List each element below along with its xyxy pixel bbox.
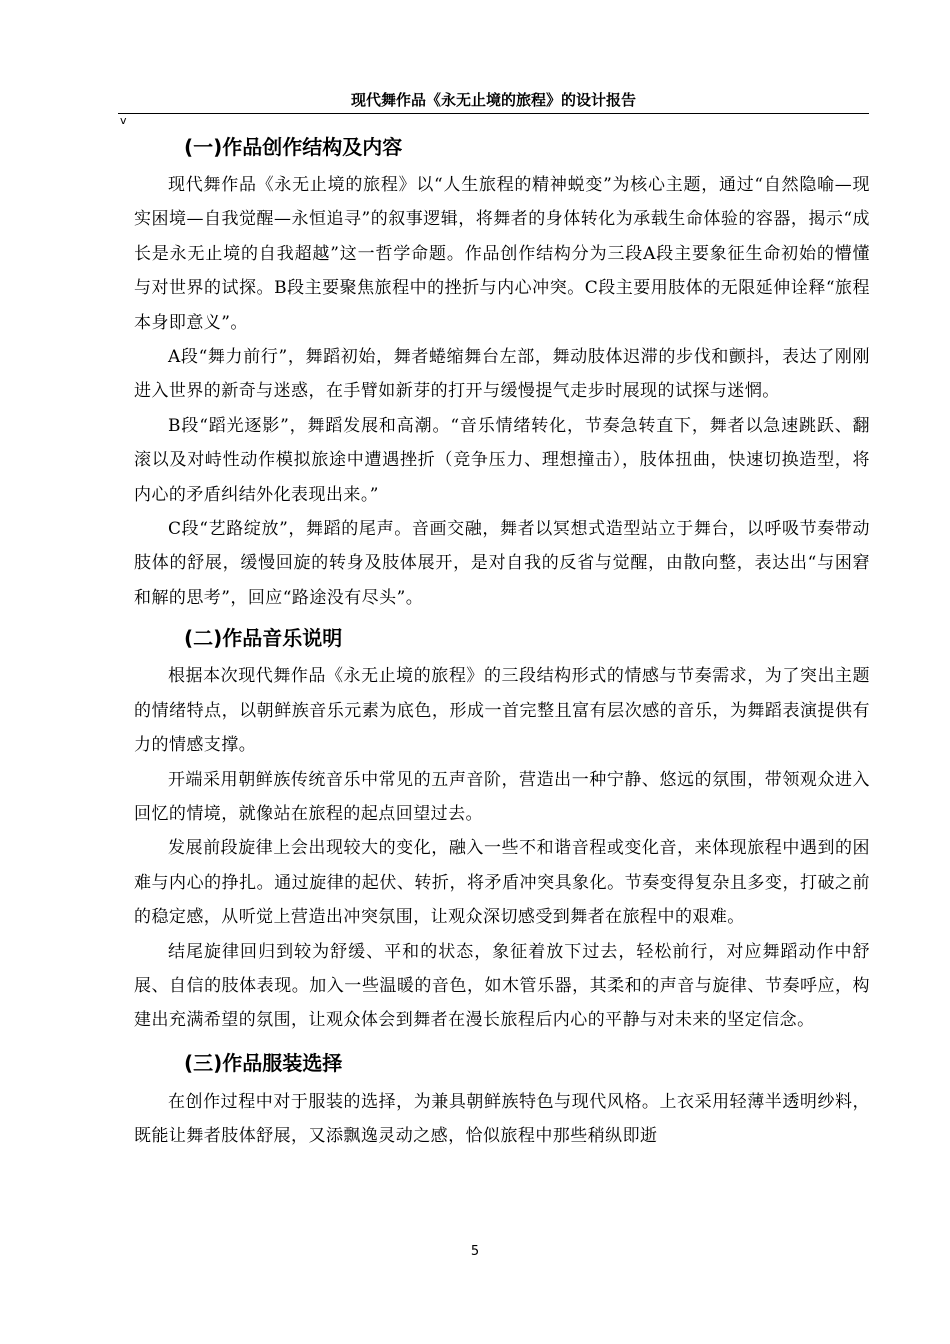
- page-header-title: 现代舞作品《永无止境的旅程》的设计报告: [350, 91, 636, 109]
- section-heading-music: (二)作品音乐说明: [184, 626, 343, 651]
- page-number: 5: [470, 1244, 480, 1259]
- paragraph: B段“蹈光逐影”，舞蹈发展和高潮。“音乐情绪转化，节奏急转直下，舞者以急速跳跃、翻滚以及对峙性动作模拟旅途中遭遇挫折（竞争压力、理想撞击），肢体扭曲，快速切换造型，将内心的矛盾纠结外化表现出来。”: [134, 415, 870, 505]
- paragraph: 开端采用朝鲜族传统音乐中常见的五声音阶，营造出一种宁静、悠远的氛围，带领观众进入回忆的情境，就像站在旅程的起点回望过去。: [134, 769, 870, 824]
- paragraph: 在创作过程中对于服装的选择，为兼具朝鲜族特色与现代风格。上衣采用轻薄半透明纱料，既能让舞者肢体舒展，又添飘逸灵动之感，恰似旅程中那些稍纵即逝: [134, 1091, 870, 1147]
- paragraph: 发展前段旋律上会出现较大的变化，融入一些不和谐音程或变化音，来体现旅程中遇到的困难与内心的挣扎。通过旋律的起伏、转折，将矛盾冲突具象化。节奏变得复杂且多变，打破之前的稳定感，从听觉上营造出冲突氛围，让观众深切感受到舞者在旅程中的艰难。: [134, 838, 870, 928]
- document-body: [134, 128, 870, 1154]
- paragraph: C段“艺路绽放”，舞蹈的尾声。音画交融，舞者以冥想式造型站立于舞台，以呼吸节奏带动肢体的舒展，缓慢回旋的转身及肢体展开，是对自我的反省与觉醒，由散向整，表达出“与困窘和解的思考”，回应“路途没有尽头”。: [134, 519, 870, 608]
- header-divider: [118, 113, 869, 114]
- paragraph: 根据本次现代舞作品《永无止境的旅程》的三段结构形式的情感与节奏需求，为了突出主题的情绪特点，以朝鲜族音乐元素为底色，形成一首完整且富有层次感的音乐，为舞蹈表演提供有力的情感支撑。: [134, 666, 870, 756]
- margin-mark: v: [120, 114, 127, 127]
- section-heading-costume: (三)作品服装选择: [184, 1050, 343, 1075]
- paragraph: 现代舞作品《永无止境的旅程》以“人生旅程的精神蜕变”为核心主题，通过“自然隐喻—现实困境—自我觉醒—永恒追寻”的叙事逻辑，将舞者的身体转化为承载生命体验的容器，揭示“成长是永无止境的自我超越”这一哲学命题。作品创作结构分为三段A段主要象征生命初始的懵懂与对世界的试探。B段主要聚焦旅程中的挫折与内心冲突。C段主要用肢体的无限延伸诠释“旅程本身即意义”。: [134, 175, 870, 333]
- section-heading-structure: (一)作品创作结构及内容: [184, 135, 403, 159]
- paragraph: A段“舞力前行”，舞蹈初始，舞者蜷缩舞台左部，舞动肢体迟滞的步伐和颤抖，表达了刚刚进入世界的新奇与迷惑，在手臂如新芽的打开与缓慢提气走步时展现的试探与迷惘。: [134, 347, 870, 402]
- paragraph: 结尾旋律回归到较为舒缓、平和的状态，象征着放下过去，轻松前行，对应舞蹈动作中舒展、自信的肢体表现。加入一些温暖的音色，如木管乐器，其柔和的声音与旋律、节奏呼应，构建出充满希望的氛围，让观众体会到舞者在漫长旅程后内心的平静与对未来的坚定信念。: [134, 941, 870, 1031]
